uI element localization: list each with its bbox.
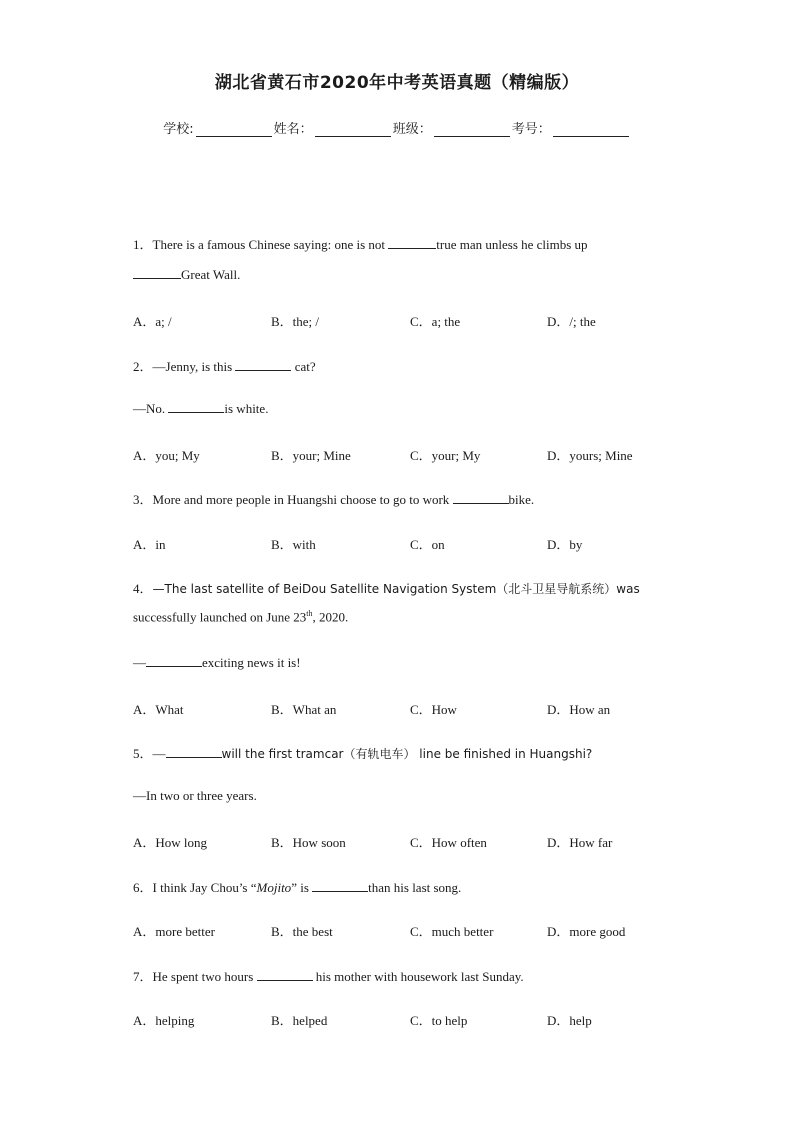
option-c[interactable]: C．much better bbox=[410, 924, 494, 939]
option-c[interactable]: C．a; the bbox=[410, 314, 461, 329]
option-c[interactable]: C．to help bbox=[410, 1013, 468, 1028]
question-text: will the first tramcar（有轨电车） line be finished in Huangshi? bbox=[221, 747, 593, 761]
answer-blank bbox=[388, 236, 436, 249]
question-text: I think Jay Chou’s “ bbox=[152, 880, 257, 895]
option-a[interactable]: A．in bbox=[133, 537, 166, 552]
option-d[interactable]: D．yours; Mine bbox=[547, 448, 633, 463]
option-c[interactable]: C．How bbox=[410, 702, 457, 717]
question-2-options bbox=[133, 445, 663, 463]
reply-text: —In two or three years. bbox=[133, 788, 257, 803]
question-6-options bbox=[133, 921, 663, 939]
option-d[interactable]: D．by bbox=[547, 537, 583, 552]
question-2-stem bbox=[133, 356, 663, 375]
class-label: 班级： bbox=[392, 122, 432, 137]
answer-blank bbox=[257, 968, 313, 981]
name-label: 姓名： bbox=[273, 122, 313, 137]
question-text: bike. bbox=[508, 492, 535, 507]
answer-blank bbox=[168, 400, 224, 413]
option-a[interactable]: A．you; My bbox=[133, 448, 200, 463]
option-b[interactable]: B．What an bbox=[271, 702, 337, 717]
option-b[interactable]: B．your; Mine bbox=[271, 448, 351, 463]
option-b[interactable]: B．helped bbox=[271, 1013, 328, 1028]
question-text: More and more people in Huangshi choose to go to work bbox=[152, 492, 453, 507]
exam-no-blank[interactable] bbox=[553, 122, 629, 137]
question-4-options bbox=[133, 699, 663, 717]
question-number: 4． bbox=[133, 581, 153, 596]
question-5-options bbox=[133, 832, 663, 850]
answer-blank bbox=[453, 491, 509, 504]
reply-text: exciting news it is! bbox=[202, 655, 301, 670]
question-text: He spent two hours bbox=[152, 969, 257, 984]
question-text: cat? bbox=[291, 359, 316, 374]
school-blank[interactable] bbox=[196, 122, 272, 137]
page-title: 湖北省黄石市2020年中考英语真题（精编版） bbox=[214, 73, 580, 93]
question-5-reply bbox=[133, 788, 663, 804]
option-d[interactable]: D．/; the bbox=[547, 314, 596, 329]
student-info-line bbox=[0, 118, 794, 137]
question-text: There is a famous Chinese saying: one is not bbox=[152, 237, 389, 252]
option-b[interactable]: B．the best bbox=[271, 924, 333, 939]
exam-no-label: 考号： bbox=[511, 122, 551, 137]
answer-blank bbox=[312, 879, 368, 892]
question-text: Great Wall. bbox=[181, 267, 241, 282]
question-7-options bbox=[133, 1010, 663, 1028]
song-title: Mojito bbox=[256, 880, 292, 895]
option-b[interactable]: B．How soon bbox=[271, 835, 346, 850]
question-text: successfully launched on June 23 bbox=[133, 609, 307, 625]
question-1-options bbox=[133, 311, 663, 329]
class-blank[interactable] bbox=[434, 122, 510, 137]
question-text: true man unless he climbs up bbox=[436, 237, 588, 252]
question-7-stem bbox=[133, 966, 663, 985]
option-b[interactable]: B．with bbox=[271, 537, 316, 552]
option-a[interactable]: A．a; / bbox=[133, 314, 172, 329]
question-number: 7． bbox=[133, 969, 153, 984]
question-3-stem bbox=[133, 489, 663, 508]
question-text: —Jenny, is this bbox=[152, 359, 236, 374]
superscript: th bbox=[306, 609, 313, 618]
question-4-reply bbox=[133, 654, 663, 671]
question-5-stem bbox=[133, 743, 663, 762]
question-number: 3． bbox=[133, 492, 153, 507]
option-c[interactable]: C．How often bbox=[410, 835, 487, 850]
question-number: 2． bbox=[133, 359, 153, 374]
question-number: 5． bbox=[133, 746, 153, 761]
question-number: 6． bbox=[133, 880, 153, 895]
reply-text: — bbox=[133, 655, 146, 670]
question-3-options bbox=[133, 534, 663, 552]
question-text: , 2020. bbox=[312, 609, 349, 625]
question-text: than his last song. bbox=[368, 880, 462, 895]
question-text: —The last satellite of BeiDou Satellite Navigation System（北斗卫星导航系统）was bbox=[152, 582, 640, 596]
question-6-stem bbox=[133, 877, 663, 896]
question-number: 1． bbox=[133, 237, 153, 252]
answer-blank bbox=[146, 654, 202, 667]
question-text: — bbox=[152, 746, 166, 761]
answer-blank bbox=[166, 745, 222, 758]
question-text: ” is bbox=[291, 880, 313, 895]
question-4-stem bbox=[133, 578, 663, 597]
option-a[interactable]: A．helping bbox=[133, 1013, 195, 1028]
option-b[interactable]: B．the; / bbox=[271, 314, 320, 329]
school-label: 学校: bbox=[163, 122, 194, 137]
reply-text: is white. bbox=[224, 401, 269, 416]
question-4-stem-cont bbox=[133, 609, 663, 625]
question-text: his mother with housework last Sunday. bbox=[312, 969, 524, 984]
question-1-stem bbox=[133, 234, 663, 253]
option-d[interactable]: D．How far bbox=[547, 835, 613, 850]
option-a[interactable]: A．How long bbox=[133, 835, 208, 850]
option-a[interactable]: A．more better bbox=[133, 924, 215, 939]
answer-blank bbox=[235, 358, 291, 371]
option-d[interactable]: D．help bbox=[547, 1013, 592, 1028]
reply-text: —No. bbox=[133, 401, 169, 416]
option-c[interactable]: C．your; My bbox=[410, 448, 481, 463]
answer-blank bbox=[133, 266, 181, 279]
name-blank[interactable] bbox=[315, 122, 391, 137]
question-2-reply bbox=[133, 400, 663, 417]
option-c[interactable]: C．on bbox=[410, 537, 445, 552]
option-d[interactable]: D．How an bbox=[547, 702, 611, 717]
option-a[interactable]: A．What bbox=[133, 702, 184, 717]
option-d[interactable]: D．more good bbox=[547, 924, 626, 939]
question-1-stem-cont bbox=[133, 266, 663, 283]
